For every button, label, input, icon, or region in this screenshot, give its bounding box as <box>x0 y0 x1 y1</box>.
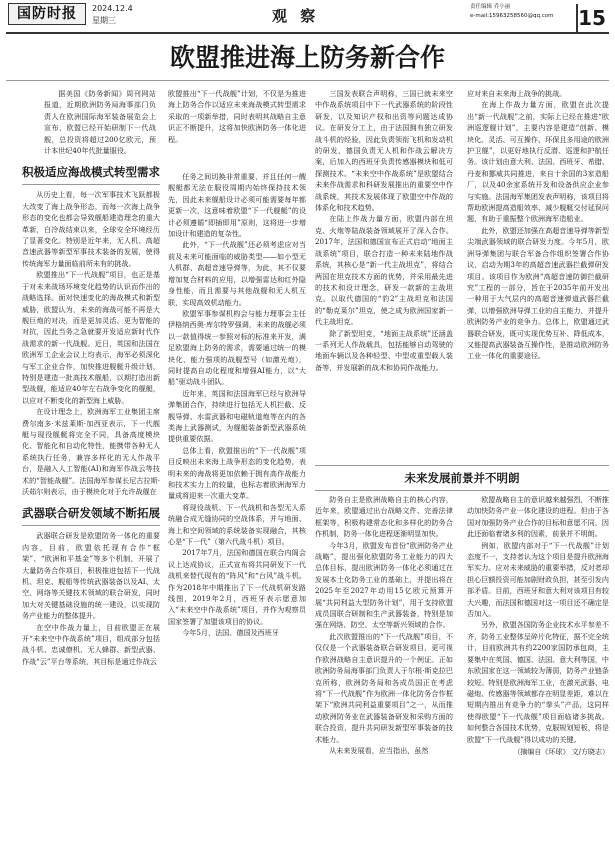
paragraph: 欧盟战略自主的意识越来越强烈，不断推动加快防务产业一体化建设的进程。但由于各国对加强防务产业合作的目标和意愿不同，因此还面临着诸多利的因素，前景并不明朗。 <box>467 495 609 539</box>
paragraph: 欧盟军事参谋机构会与能力理事会主任伊格纳西奥·库尔特罗强调，未来的战舰必须以一款值得统一参照对标的标准来开发，满足欧盟海上防务的需求，需要通过统一的模块化、能力强项的战舰型号（如激光炮），同时提高自动化程度和增强AI能力，以“大船”驱动战斗团队。 <box>168 308 306 387</box>
column-3-top <box>315 88 453 465</box>
paragraph: 防务自主是欧洲战略自主的核心内容，近年来，欧盟通过出台战略文件、完善法律框架等，积极构建常态化和多样化的防务合作机制，防务一体化进程逐渐明显加快。 <box>315 495 453 539</box>
issue-weekday: 星期三 <box>92 16 116 25</box>
paragraph: 在陆上作战力量方面，欧盟内部在坦克、火炮等陆战装备领域展开了深入合作。2017年，法国和德国宣布正式启动“地面主战系统”项目，联合打造一种未来陆地作战系统，其核心是“新一代主战坦克”，将结合两国在坦克技术方面的优势，并采用最先进的技术和设计理念，研发一款新的主战坦克。以取代德国的“豹2”主战坦克和法国的“勒克莱尔”坦克，使之成为欧洲国家新一代主战坦克。 <box>315 214 453 327</box>
paragraph: 武器联合研发是欧盟防务一体化的重要内容，目前，欧盟依托现有合作“框架”、“欧洲和平基金”等多个机制，开展了大量防务合作项目，积极推进包括下一代战机、坦克、舰船等传统武器装备以及AI、太空、网络等关键技术领域的联合研发，同时加大对关键基础设施的统一建设，以实现防务产业能力的整体提升。 <box>22 531 160 621</box>
paragraph: 任务之间切换非常重要，并且任何一艘舰艇都无法在服役周期内始终保持技术领先，因此未来舰船设计必须可能需要每年都更新一次，这意味着欧盟“下一代舰艇”的设计必须遵循“即插即用”原则，这将进一步增加设计和建造的复杂性。 <box>168 172 306 239</box>
column-3-bottom <box>315 494 453 840</box>
paragraph: 今年3月，欧盟发布首份“欧洲防务产业战略”，提出强化欧盟防务工业能力的四大总体目标，提出欧洲防务一体化必须通过在发展本土化防务工业的基础上，并提出将在2025年至2027年动用15亿欧元预算开展“共同利益大型防务计划”，用于支持欧盟成员国联合研制和生产武器装备，特别是加强在网络、防空、太空等新兴领域的合作。 <box>315 540 453 630</box>
column-2 <box>168 88 306 840</box>
paragraph: 在空中作战力量上，目前欧盟正在展开“未来空中作战系统”项目，组成部分包括战斗机、忠诚僚机、无人蜂群、新型武器、作战“云”平台等系统，其目标是通过作战云 <box>22 622 160 666</box>
column-4-bottom <box>467 494 609 840</box>
header-divider <box>6 32 609 34</box>
paragraph: 将现役战机、下一代战机和各型无人系统融合成无缝协同的空战体系，并与地面、海上和空间领域的系统装备实现融合，其核心是“下一代”（第六代战斗机）项目。 <box>168 502 306 547</box>
paragraph: 总体上看，欧盟推出的“下一代战舰”项目反映出未来海上战争形态的变化趋势，表明未来的海战将更加依赖于拥有高作战能力和技术实力上的较量，也标志着欧洲海军力量成将迎来一次重大变革。 <box>168 445 306 501</box>
paragraph: 三国发表联合声明称，三国已就未来空中作战系统项目中下一代武器系统的阶段性研发，以及知识产权和出资等问题达成协议。在研发分工上，由于法国拥有独立研发战斗机的经验，因此负责领衔飞机和发动机的研发，德国负责无人机和作战云解决方案，后加入的西班牙负责传感器模块和低可探测技术。“未来空中作战系统”是欧盟结合未来作战需求和科研发展推出的重要空中作战系统，其技术发展体现了欧盟空中作战的体系化和技术趋势。 <box>315 89 453 213</box>
headline-divider <box>6 80 609 81</box>
paragraph: 欧盟推出“下一代战舰”计划，不仅是为推进海上防务合作以适应未来海战模式转型需求采取的一项新举措，同时表明其战略自主意识正不断提升，这将加快欧洲防务一体化进程。 <box>168 89 306 144</box>
paragraph: 近年来，英国和法国海军已经与欧洲导弹集团合作，持续进行包括无人机拦截、反舰导弹、水雷武器和电磁轨道炮等在内的各类海上武器测试，为舰艇装备新型武器系统提供重要依据。 <box>168 388 306 444</box>
byline: （摘编自《环球》 文/方晓志） <box>513 747 609 756</box>
paragraph: 在海上作战力量方面，欧盟在此次提出“新一代战舰”之前，实际上已经在推进“欧洲巡逻舰计划”，主要内容是建造“创新、模块化、灵活、可互操作、环保且多用途的欧洲护卫舰”，以更好地执行反潜、巡逻和护航任务。该计划由意大利、法国、西班牙、希腊、丹麦和挪威共同推进，来自十余国的3家造船厂，以及40余家系统开发和设备供应企业参与实施。法国海军集团发表声明称，该项目将帮助欧洲提高造船效率、减少舰艇交付延误问题，有助于重振整个欧洲海军造船业。 <box>467 100 609 224</box>
issue-date: 2024.12.4 <box>92 4 133 13</box>
paragraph: 在设计理念上，欧洲海军工业集团主席费尔南多·米兹莱斯·加西亚表示，下一代舰艇与现役舰艇将完全不同，具备高度模块化、智能化和自动化特性，能携带各种无人系统执行任务，兼容多样化的无人作战平台，是融入人工智能(AI)和海军作战云等技术的“智能战舰”。法国海军参谋长尼古拉斯·沃茹尔则表示，由于模块化对于允许战舰在 <box>22 407 160 496</box>
page-header <box>0 0 615 40</box>
editor-name: 责任编辑 乔小丽 <box>470 4 511 10</box>
paragraph: 从未来发展看，应当指出，虽然 <box>329 745 429 755</box>
paragraph: 应对来自未来海上战争的挑战。 <box>467 89 567 98</box>
editor-info <box>470 3 553 21</box>
paragraph: 另外，欧盟各国防务企业技术水平参差不齐，防务工业整体呈碎片化特征，据不完全统计，目前欧洲共有约2200家国防承包商，主要集中在英国、德国、法国、意大利等国，中东欧国家在这一领域较为薄弱，防务产业链条较短。特别是欧洲海军工业，在激光武器、电磁炮、传感器等领域都存在明显差距，难以在短期内推出有竞争力的“拳头”产品，这同样使得欧盟“下一代战舰”项目面临诸多挑战。如何整合各国技术优势，克服规划短板，将是欧盟“下一代战舰”得以成功的关键。 <box>467 620 609 744</box>
paragraph: 2017年7月，法国和德国在联合内阁会议上达成协议，正式宣布将共同研发下一代战机来替代现有的“阵风”和“台风”战斗机。作为2018年中期推出了下一代战机研发路线图，2019年2月，西班牙表示愿意加入“未来空中作战系统”项目，并作为观察员国家签署了加盟该项目的协议。 <box>168 548 306 626</box>
paragraph: 例如，欧盟内部对于“下一代战舰”计划态度不一，支持者认为这个项目是提升欧洲海军实力、应对未来威胁的重要举措，反对者却担心巨额投资可能加剧财政负担，甚至引发内部矛盾。目前，西班牙和意大利对该项目有较大兴趣，而法国和德国对这一项目还不确定是否加入。 <box>467 540 609 619</box>
subheading-2: 武器联合研发领域不断拓展 <box>22 501 160 526</box>
subheading-3: 未来发展前景并不明朗 <box>315 465 609 491</box>
page-number: 15 <box>576 4 606 32</box>
lead-paragraph: 据美国《防务新闻》周刊网站报道，近期欧洲防务局海事部门负责人在欧洲国际海军装备展览会上宣布，欧盟已经开始研制下一代战舰，总投资将超过200亿欧元，预计本世纪40年代批量服役。 <box>44 89 156 156</box>
paragraph: 此外，欧盟还加强在高超音速导弹等新型尖端武器领域的联合研发力度。今年5月，欧洲导弹集团与联合军备合作组织签署合作协议，启动为期3年的高超音速武器拦截弹研发项目。该项目作为欧洲“高超音速防御拦截研究”工程的一部分，旨在于2035年前开发出一种用于大气层内的高超音速弹道武器拦截弹，以增强欧洲导弹工业的自主能力，并提升欧洲防务产业的竞争力。总体上，欧盟通过武器联合研发，既可实现优势互补、降低成本，又能提高武器装备互操作性，是推动欧洲防务工业一体化的重要途径。 <box>467 225 609 361</box>
column-4-top <box>467 88 609 465</box>
subheading-1: 积极适应海战模式转型需求 <box>22 160 160 185</box>
headline: 欧盟推进海上防务新合作 <box>169 43 445 72</box>
paragraph: 从历史上看，每一次军事技术飞跃都极大改变了海上战争形态，而每一次海上战争形态的变化也都会导致舰船建造理念的重大革新，白冷战结束以来，全球安全环境经历了显著变化。特别是近年来，无人机、高超音速武器等新型军事技术装备的发展，使得传统海军力量面临前所未有的挑战。 <box>22 190 160 268</box>
paragraph: 欧盟推出“下一代战舰”项目，也正是基于对未来战场环境变化趋势的认识而作出的战略选择。面对快速变化的海战模式和新型威胁，欧盟认为，未来的海战可能不再是大舰巨炮的对决，而是更加灵活、更为智能的对抗，因此当务之急就要开发适应新时代作战需求的新一代战舰。近日，英国和法国在欧洲军工企业会议上均表示，海军必须深化与军工企业合作，加快推进舰艇升级计划，特别是建造一批高技术舰船，以期打造出新型战舰，能适应40年左右战争变化的舰艇，以应对不断变化的新型海上威胁。 <box>22 270 160 405</box>
masthead-logo: 国防时报 <box>8 3 86 25</box>
column-1 <box>22 88 160 840</box>
paragraph: 此次欧盟推出的“下一代战舰”项目，不仅仅是一个武器装备联合研发项目，更可视作欧洲战略自主意识提升的一个例证。正如欧洲防务局海事部门负责人于尔根·斯克拉巴克所称，欧洲防务局和各成员国正在考虑将“下一代战舰”作为欧洲一体化防务合作框架下“欧洲共同利益重要项目”之一，从而推动欧洲防务业在武器装备研发和采购方面的联合投资，提升共同研发新型军事装备的技术能力。 <box>315 631 453 744</box>
section-title: 观 察 <box>272 7 320 25</box>
editor-email: e-mail:15963258560@qq.com <box>470 13 554 19</box>
paragraph: 今年5月，法国、德国及西班牙 <box>182 628 279 638</box>
paragraph: 此外，“下一代战舰”还必须考虑应对当前及未来可能面临的威胁类型——如小型无人机群、高超音速导弹等，为此，其不仅要增加复合材料的应用，以增强雷达和红外隐身性能，而且需要与其他战舰和无人机互联，实现高效机动能力。 <box>168 240 306 307</box>
paragraph: 除了新型坦克，“地面主战系统”还涵盖一系列无人作战载具，包括能够自动驾驶的地面车辆以及各种轻型、中型或重型载人装备等，并发展新的战术和协同作战能力。 <box>315 328 453 372</box>
